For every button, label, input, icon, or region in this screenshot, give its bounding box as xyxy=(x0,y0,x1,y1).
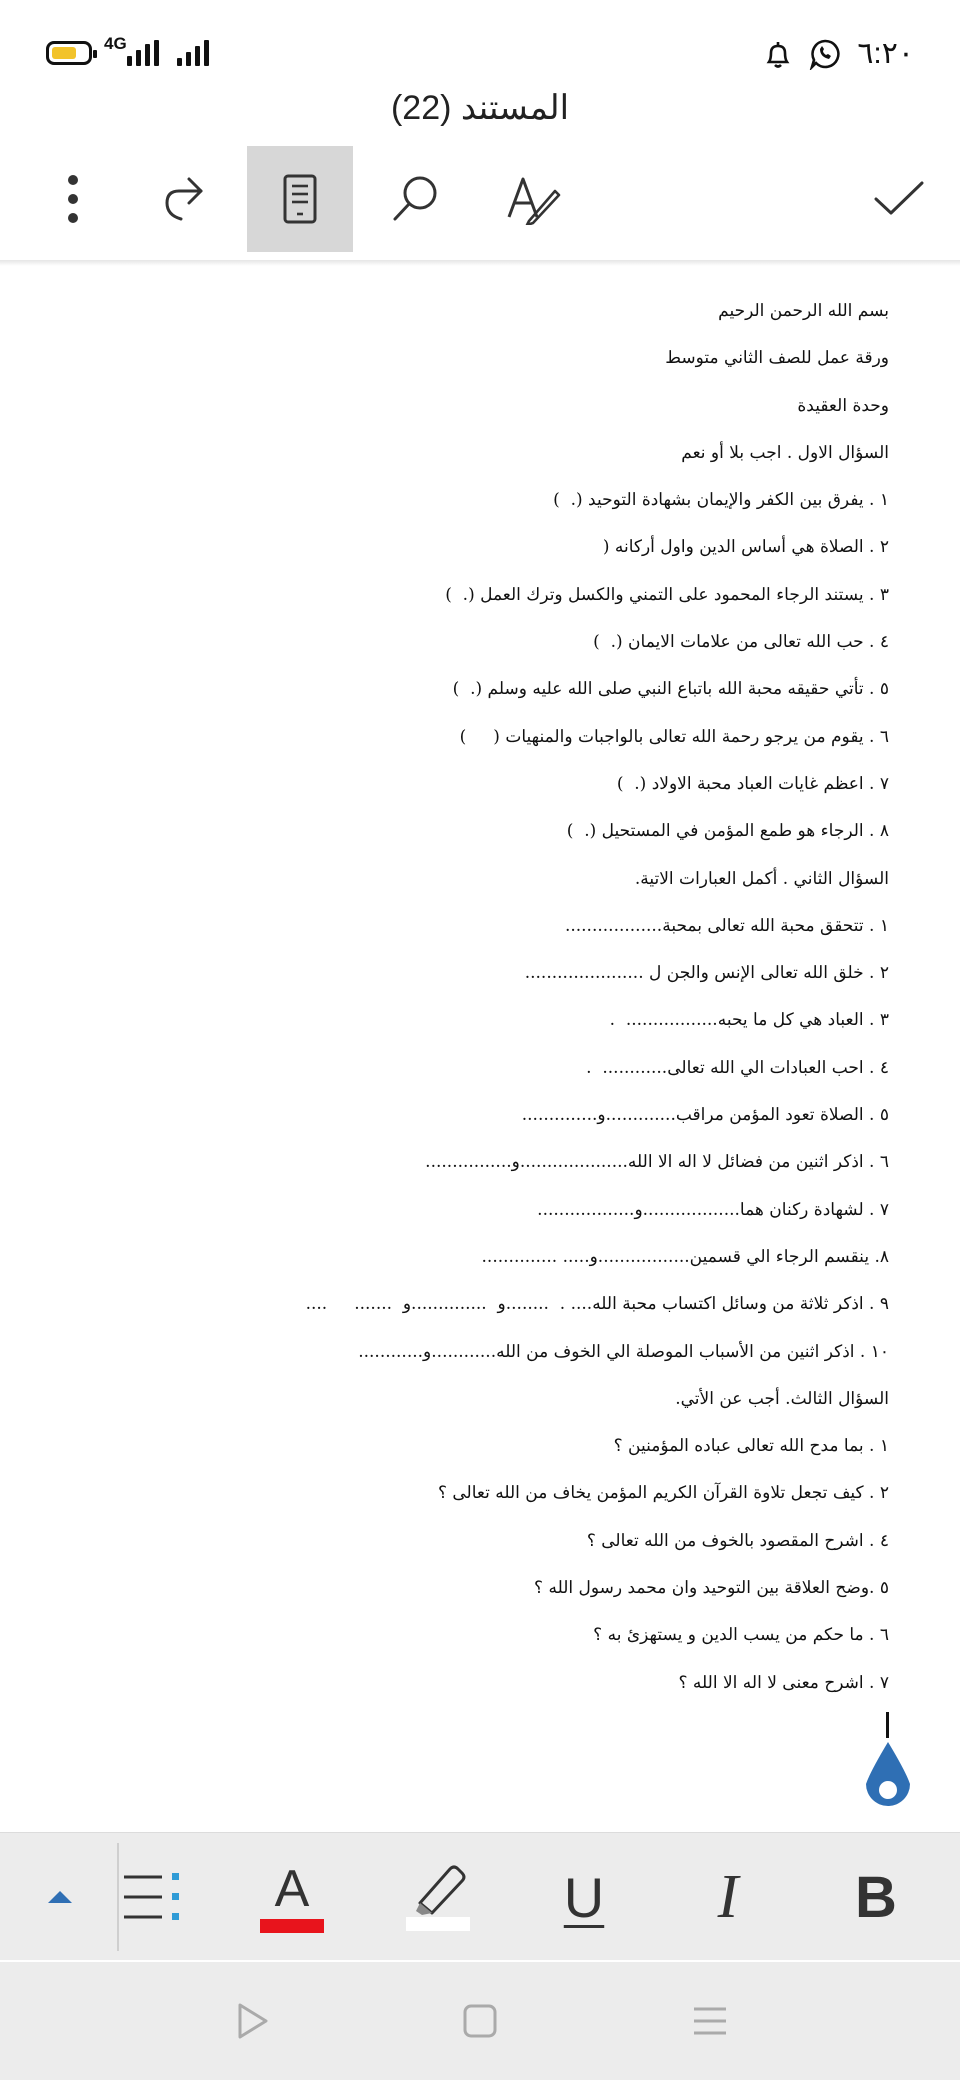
document-line[interactable]: ٦ . ما حكم من يسب الدين و يستهزئ به ؟ xyxy=(593,1625,889,1646)
mobile-view-icon xyxy=(280,173,320,225)
list-icon xyxy=(122,1869,184,1925)
document-line[interactable]: ٣ . يستند الرجاء المحمود على التمني والكسل وترك العمل (. ) xyxy=(445,584,889,605)
bold-button[interactable] xyxy=(836,1833,916,1961)
more-options-button[interactable] xyxy=(20,146,126,252)
checkmark-icon xyxy=(873,179,925,219)
network-type: 4G xyxy=(104,34,127,53)
document-line[interactable]: ٧ . اعظم غايات العباد محبة الاولاد (. ) xyxy=(616,773,889,794)
underline-letter: U xyxy=(563,1865,605,1929)
list-bullets-button[interactable] xyxy=(118,1833,188,1961)
document-line[interactable]: ٦ . يقوم من يرجو رحمة الله تعالى بالواجبات والمنهيات ( ) xyxy=(459,726,889,747)
font-color-letter: A xyxy=(274,1860,310,1918)
mobile-view-button[interactable] xyxy=(247,146,353,252)
document-line[interactable]: ٧ . لشهادة ركنان هما..................و.................. xyxy=(537,1199,889,1220)
document-canvas[interactable] xyxy=(0,268,960,1828)
status-right xyxy=(763,36,914,71)
highlighter-icon xyxy=(408,1863,468,1917)
alarm-icon xyxy=(763,39,793,69)
cursor-handle[interactable] xyxy=(862,1740,914,1812)
document-line[interactable]: ٨ . الرجاء هو طمع المؤمن في المستحيل (. ) xyxy=(566,821,889,842)
more-vertical-icon xyxy=(67,174,79,224)
text-cursor xyxy=(886,1712,889,1738)
document-line[interactable]: ١ . يفرق بين الكفر والإيمان بشهادة التوحيد (. ) xyxy=(553,490,889,511)
system-nav-bar xyxy=(0,1962,960,2080)
signal-icon xyxy=(127,40,159,66)
font-color-swatch xyxy=(260,1919,324,1933)
document-line[interactable]: ١ . بما مدح الله تعالى عباده المؤمنين ؟ xyxy=(613,1436,889,1457)
highlight-button[interactable] xyxy=(400,1833,476,1961)
redo-button[interactable] xyxy=(134,146,240,252)
italic-button[interactable] xyxy=(690,1833,766,1961)
italic-letter: I xyxy=(717,1862,739,1931)
pen-edit-icon xyxy=(505,173,561,225)
status-left xyxy=(46,34,209,66)
nav-home-button[interactable] xyxy=(430,1962,530,2080)
document-line[interactable]: ٢ . كيف تجعل تلاوة القرآن الكريم المؤمن يخاف من الله تعالى ؟ xyxy=(437,1483,889,1504)
expand-toolbar-button[interactable] xyxy=(20,1833,100,1961)
document-line[interactable]: ٨. ينقسم الرجاء الي قسمين.................و..... .............. xyxy=(481,1246,889,1267)
document-line[interactable]: ٩ . اذكر ثلاثة من وسائل اكتساب محبة الله.... . ........و ..............و ....... .... xyxy=(305,1294,889,1315)
document-line[interactable]: ورقة عمل للصف الثاني متوسط xyxy=(665,348,889,369)
status-bar xyxy=(0,0,960,100)
document-line[interactable]: ٣ . العباد هي كل ما يحبه................. . xyxy=(609,1010,889,1031)
document-text[interactable] xyxy=(29,288,889,1707)
nav-menu-button[interactable] xyxy=(660,1962,760,2080)
caret-up-icon xyxy=(46,1889,74,1905)
document-line[interactable]: ٧ . اشرح معنى لا اله الا الله ؟ xyxy=(678,1672,889,1693)
bold-letter: B xyxy=(855,1864,897,1930)
document-title[interactable]: المستند (22) xyxy=(390,89,570,127)
document-line[interactable]: ٤ . حب الله تعالى من علامات الايمان (. ) xyxy=(593,632,889,653)
formatting-toolbar xyxy=(0,1832,960,1960)
signal-icon-2 xyxy=(177,40,209,66)
document-line[interactable]: ٥ . الصلاة تعود المؤمن مراقب.............و.............. xyxy=(521,1105,889,1126)
document-line[interactable]: ١٠ . اذكر اثنين من الأسباب الموصلة الي الخوف من الله............و............ xyxy=(358,1341,889,1362)
document-line[interactable]: ٤ . احب العبادات الي الله تعالى............ . xyxy=(586,1057,889,1078)
font-color-button[interactable] xyxy=(252,1833,332,1961)
document-line[interactable]: وحدة العقيدة xyxy=(797,395,889,416)
document-line[interactable]: ٢ . خلق الله تعالى الإنس والجن ل ...................... xyxy=(524,963,889,984)
menu-lines-icon xyxy=(692,2003,728,2039)
document-line[interactable]: السؤال الثاني . أكمل العبارات الاتية. xyxy=(634,868,889,889)
underline-button[interactable] xyxy=(546,1833,622,1961)
highlight-swatch xyxy=(406,1917,470,1931)
document-line[interactable]: ٤ . اشرح المقصود بالخوف من الله تعالى ؟ xyxy=(586,1530,889,1551)
done-button[interactable] xyxy=(846,146,952,252)
whatsapp-icon xyxy=(809,38,841,70)
battery-icon xyxy=(46,41,92,65)
nav-back-button[interactable] xyxy=(202,1962,302,2080)
redo-icon xyxy=(161,173,213,225)
status-time: ٦:٢٠ xyxy=(857,37,914,70)
search-button[interactable] xyxy=(363,146,469,252)
document-line[interactable]: ٥ . تأتي حقيقه محبة الله باتباع النبي صلى الله عليه وسلم (. ) xyxy=(452,679,889,700)
home-square-icon xyxy=(462,2003,498,2039)
document-line[interactable]: السؤال الاول . اجب بلا أو نعم xyxy=(681,442,889,463)
search-icon xyxy=(390,173,442,225)
document-line[interactable]: ٢ . الصلاة هي أساس الدين واول أركانه ( xyxy=(602,537,889,558)
document-line[interactable]: ٦ . اذكر اثنين من فضائل لا اله الا الله....................و................ xyxy=(425,1152,889,1173)
document-line[interactable]: ٥ .وضح العلاقة بين التوحيد وان محمد رسول الله ؟ xyxy=(534,1578,889,1599)
document-line[interactable]: السؤال الثالث. أجب عن الأتي. xyxy=(675,1388,889,1409)
edit-format-button[interactable] xyxy=(480,146,586,252)
document-line[interactable]: ١ . تتحقق محبة الله تعالى بمحبة.................. xyxy=(564,915,889,936)
back-triangle-icon xyxy=(232,2001,272,2041)
document-line[interactable]: بسم الله الرحمن الرحيم xyxy=(718,301,889,321)
toolbar-divider xyxy=(0,260,960,266)
top-toolbar xyxy=(0,146,960,252)
